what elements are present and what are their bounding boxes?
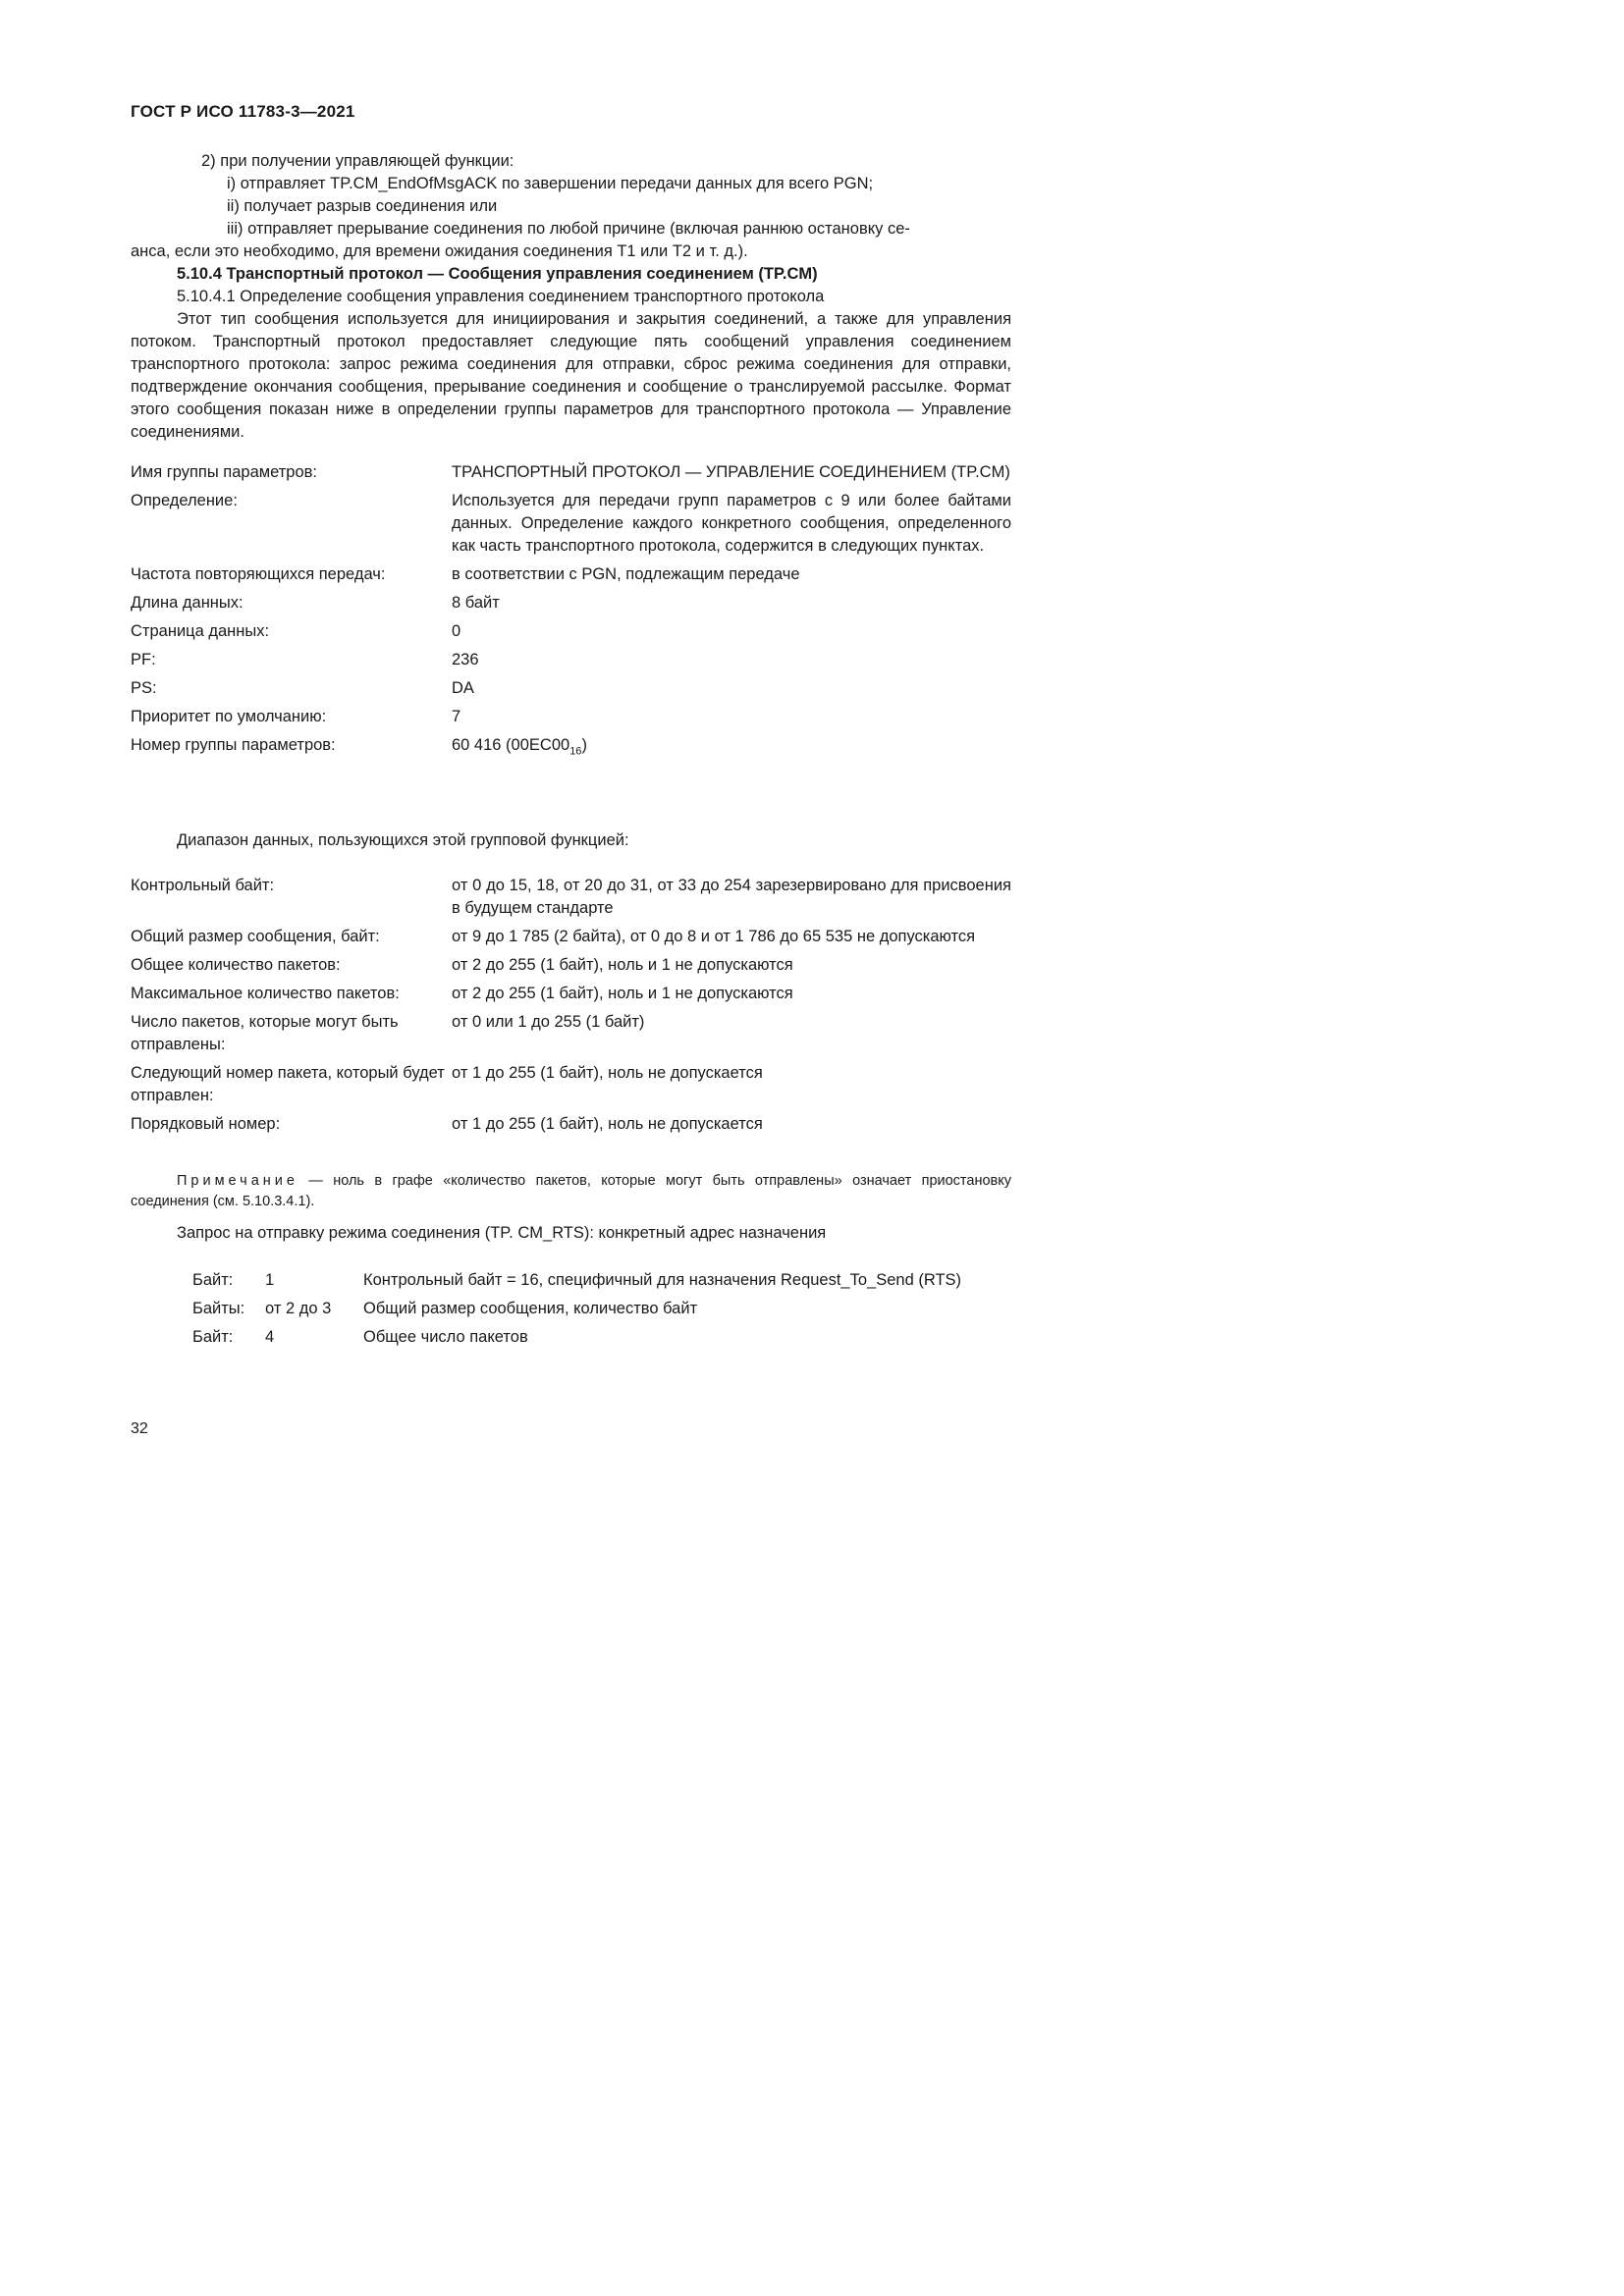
- byte-number: от 2 до 3: [265, 1300, 332, 1317]
- range-row: [131, 1062, 1011, 1107]
- pg-row-value: 7: [452, 708, 461, 725]
- byte-row: [192, 1298, 1011, 1320]
- range-row-value: от 2 до 255 (1 байт), ноль и 1 не допускаются: [452, 956, 793, 974]
- range-row: [131, 1113, 1011, 1136]
- pg-row-label: Имя группы параметров:: [131, 463, 317, 481]
- byte-description: Общий размер сообщения, количество байт: [363, 1300, 698, 1317]
- pg-row: [131, 592, 1011, 614]
- note-heading: Примечание: [177, 1173, 298, 1189]
- pg-row: [131, 649, 1011, 671]
- byte-description: Общее число пакетов: [363, 1328, 528, 1346]
- range-intro: Диапазон данных, пользующихся этой групповой функцией:: [177, 831, 629, 849]
- range-row-label: Порядковый номер:: [131, 1115, 281, 1133]
- pg-row-value: DA: [452, 679, 474, 697]
- pg-row-value: Используется для передачи групп параметров с 9 или более байтами данных. Определение каждого конкретного сообщения, определенного как часть транспортного протокола, содержится в следующих пунктах.: [452, 492, 1011, 555]
- body-text: [131, 150, 1011, 444]
- byte-number: 1: [265, 1271, 275, 1289]
- pg-row-value: 8 байт: [452, 594, 500, 612]
- range-row-label: Общий размер сообщения, байт:: [131, 928, 380, 945]
- pg-row-value: ТРАНСПОРТНЫЙ ПРОТОКОЛ — УПРАВЛЕНИЕ СОЕДИНЕНИЕМ (TP.CM): [452, 463, 1010, 481]
- pg-row-label: Длина данных:: [131, 594, 244, 612]
- byte-kind: Байт:: [192, 1271, 234, 1289]
- pg-row-label: Частота повторяющихся передач:: [131, 565, 386, 583]
- document-header: ГОСТ Р ИСО 11783-3—2021: [131, 102, 355, 121]
- pg-row-label: Определение:: [131, 492, 238, 509]
- range-row: [131, 983, 1011, 1005]
- pgn-label: Номер группы параметров:: [131, 736, 336, 754]
- range-row-value: от 0 до 15, 18, от 20 до 31, от 33 до 254 зарезервировано для присвоения в будущем стандарте: [452, 877, 1011, 917]
- byte-definition-table: [192, 1269, 1011, 1355]
- range-row: [131, 1011, 1011, 1056]
- section-body-paragraph: Этот тип сообщения используется для инициирования и закрытия соединений, а также для управления потоком. Транспортный протокол предоставляет следующие пять сообщений управления соединением транспортного протокола: запрос режима соединения для отправки, сброс режима соединения для отправки, подтверждение окончания сообщения, прерывание соединения и сообщение о транслируемой рассылке. Формат этого сообщения показан ниже в определении группы параметров для транспортного протокола — Управление соединениями.: [131, 310, 1011, 441]
- range-row-label: Максимальное количество пакетов:: [131, 985, 400, 1002]
- rts-intro: Запрос на отправку режима соединения (TP. CM_RTS): конкретный адрес назначения: [177, 1224, 827, 1242]
- pg-row: [131, 563, 1011, 586]
- byte-kind: Байт:: [192, 1328, 234, 1346]
- pgn-value-close: ): [581, 736, 587, 754]
- note: [131, 1171, 1011, 1212]
- section-subheading: 5.10.4.1 Определение сообщения управления соединением транспортного протокола: [177, 288, 825, 305]
- pg-row-label: PS:: [131, 679, 157, 697]
- pg-row-label: Приоритет по умолчанию:: [131, 708, 327, 725]
- list-subitem-i: i) отправляет TP.CM_EndOfMsgACK по завершении передачи данных для всего PGN;: [227, 175, 874, 192]
- range-row-value: от 0 или 1 до 255 (1 байт): [452, 1013, 645, 1031]
- pg-row-value: 236: [452, 651, 479, 668]
- range-row-value: от 9 до 1 785 (2 байта), от 0 до 8 и от 1 786 до 65 535 не допускаются: [452, 928, 976, 945]
- range-row-label: Следующий номер пакета, который будет отправлен:: [131, 1064, 445, 1104]
- byte-description: Контрольный байт = 16, специфичный для назначения Request_To_Send (RTS): [363, 1271, 962, 1289]
- byte-row: [192, 1269, 1011, 1292]
- pg-row: [131, 620, 1011, 643]
- range-row: [131, 954, 1011, 977]
- page-number: 32: [131, 1420, 148, 1437]
- byte-row: [192, 1326, 1011, 1349]
- parameter-group-definition-table: [131, 461, 1011, 763]
- range-row-value: от 1 до 255 (1 байт), ноль не допускается: [452, 1115, 763, 1133]
- pg-row-label: Страница данных:: [131, 622, 270, 640]
- pgn-row: [131, 734, 1011, 757]
- byte-number: 4: [265, 1328, 275, 1346]
- pg-row-value: 0: [452, 622, 461, 640]
- pgn-value: [452, 734, 1011, 757]
- range-row-label: Число пакетов, которые могут быть отправлены:: [131, 1013, 399, 1053]
- pg-row: [131, 490, 1011, 558]
- byte-kind: Байты:: [192, 1300, 245, 1317]
- list-item-2: 2) при получении управляющей функции:: [201, 152, 514, 170]
- pg-row-value: в соответствии с PGN, подлежащим передаче: [452, 565, 800, 583]
- pg-row: [131, 461, 1011, 484]
- pgn-hex-subscript: 16: [569, 745, 582, 758]
- range-row-label: Контрольный байт:: [131, 877, 275, 894]
- list-subitem-iii: iii) отправляет прерывание соединения по любой причине (включая раннюю остановку се-: [227, 220, 910, 238]
- range-row: [131, 926, 1011, 948]
- data-range-table: [131, 875, 1011, 1142]
- pgn-value-main: 60 416 (00EC00: [452, 736, 570, 754]
- pg-row: [131, 706, 1011, 728]
- range-row: [131, 875, 1011, 920]
- pg-row: [131, 677, 1011, 700]
- note-text: — ноль в графе «количество пакетов, которые могут быть отправлены» означает приостановку соединения (см. 5.10.3.4.1).: [131, 1173, 1011, 1209]
- list-subitem-iii-continued: анса, если это необходимо, для времени ожидания соединения T1 или T2 и т. д.).: [131, 242, 748, 260]
- pg-row-label: PF:: [131, 651, 156, 668]
- list-subitem-ii: ii) получает разрыв соединения или: [227, 197, 498, 215]
- range-row-value: от 2 до 255 (1 байт), ноль и 1 не допускаются: [452, 985, 793, 1002]
- range-row-value: от 1 до 255 (1 байт), ноль не допускается: [452, 1064, 763, 1082]
- section-heading: 5.10.4 Транспортный протокол — Сообщения управления соединением (TP.CM): [177, 265, 818, 283]
- range-row-label: Общее количество пакетов:: [131, 956, 341, 974]
